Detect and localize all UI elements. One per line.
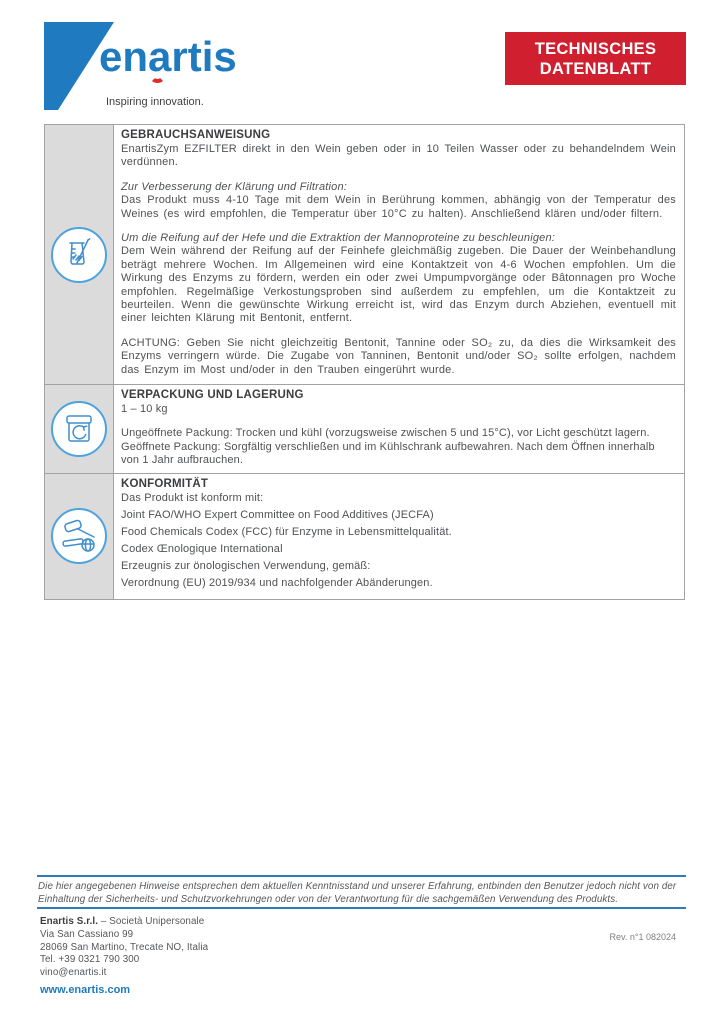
company-name-line <box>40 916 208 929</box>
paragraph: Food Chemicals Codex (FCC) für Enzyme in Lebensmittelqualität. <box>121 525 452 538</box>
paragraph-spacer <box>121 326 676 337</box>
section-title: VERPACKUNG UND LAGERUNG <box>121 389 304 401</box>
footer-divider-top <box>37 875 686 877</box>
email-link[interactable]: vino@enartis.it <box>40 967 107 979</box>
package-icon <box>50 400 108 458</box>
beaker-icon <box>50 226 108 284</box>
company-type: – Società Unipersonale <box>98 916 205 927</box>
paragraph: 1 – 10 kg <box>121 403 168 415</box>
section-text-cell <box>114 474 684 599</box>
company-name: Enartis S.r.l. <box>40 916 99 927</box>
paragraph: Das Produkt muss 4-10 Tage mit dem Wein in Berührung kommen, abhängig von der Temperatur des Weines (es wird empfohlen, die Temperatur über 10°C zu halten). Anschließend klären und/oder filtern. <box>121 194 676 220</box>
section-row <box>45 125 684 384</box>
address-line: 28069 San Martino, Trecate NO, Italia <box>40 941 209 953</box>
paragraph-spacer <box>121 170 676 181</box>
paragraph-spacer <box>121 416 676 427</box>
paragraph: Geöffnete Packung: Sorgfältig verschließen und im Kühlschrank aufbewahren. Nach dem Öffnen innerhalb von 1 Jahr aufbrauchen. <box>121 440 655 467</box>
section-title: GEBRAUCHSANWEISUNG <box>121 129 271 141</box>
company-address-block <box>40 916 208 980</box>
enartis-logo-wordmark: enartis <box>99 33 237 80</box>
website-link[interactable]: www.enartis.com <box>40 984 131 996</box>
address-lines <box>40 929 208 967</box>
paragraph: Erzeugnis zur önologischen Verwendung, gemäß: <box>121 559 371 572</box>
logo-tagline: Inspiring innovation. <box>106 96 204 108</box>
technical-datasheet-banner <box>505 32 686 85</box>
section-title: KONFORMITÄT <box>121 477 209 490</box>
content-table <box>44 124 685 600</box>
paragraph: Codex Œnologique International <box>121 542 283 555</box>
section-row <box>45 473 684 599</box>
address-line: Tel. +39 0321 790 300 <box>40 954 140 966</box>
revision-label: Rev. n°1 082024 <box>609 932 676 942</box>
legal-disclaimer: Die hier angegebenen Hinweise entsprechen dem aktuellen Kenntnisstand und unserer Erfahrung, entbinden den Benutzer jedoch nicht von der Einhaltung der Sicherheits- und Schutzvorkehrungen oder von der Verantwortung für die sachgemäßen Verwendung des Produkts. <box>38 881 677 905</box>
section-row <box>45 384 684 473</box>
logo-red-accent-icon <box>150 70 165 83</box>
paragraph: ACHTUNG: Geben Sie nicht gleichzeitig Bentonit, Tannine oder SO₂ zu, da dies die Wirksamkeit des Enzyms verringern würde. Die Zugabe von Tanninen, Bentonit und/oder SO₂ sollte erfolgen, nachdem das Enzym im Most und/oder in den Trauben eingerührt wurde. <box>121 336 676 376</box>
banner-line1: TECHNISCHES <box>534 40 657 58</box>
paragraph: Dem Wein während der Reifung auf der Feinhefe gleichmäßig zugeben. Die Dauer der Weinbehandlung beträgt mehrere Wochen. Im Allgemeinen wird eine Kontaktzeit von 4-6 Wochen empfohlen. Um die Wirkung des Enzyms zu fördern, werden ein oder zwei Umpumpvorgänge oder Bâtonnagen pro Woche empfohlen. Regelmäßige Verkostungsproben sind außerdem zu empfehlen, um die Kontaktzeit zu beurteilen. Wenn die gewünschte Wirkung erreicht ist, wird das Enzym durch Abziehen, eventuell mit einer leichten Klärung mit Bentonit, entfernt. <box>121 245 676 325</box>
paragraph: EnartisZym EZFILTER direkt in den Wein geben oder in 10 Teilen Wasser oder zu behandelndem Wein verdünnen. <box>121 143 676 169</box>
paragraph: Verordnung (EU) 2019/934 und nachfolgender Abänderungen. <box>121 576 433 589</box>
section-text-cell <box>114 125 684 384</box>
section-text-cell <box>114 385 684 473</box>
paragraph: Um die Reifung auf der Hefe und die Extraktion der Mannoproteine zu beschleunigen: <box>121 232 556 245</box>
section-icon-cell <box>45 385 114 473</box>
paragraph: Joint FAO/WHO Expert Committee on Food Additives (JECFA) <box>121 508 434 521</box>
section-icon-cell <box>45 474 114 599</box>
paragraph-spacer <box>121 221 676 232</box>
paragraph: Ungeöffnete Packung: Trocken und kühl (vorzugsweise zwischen 5 und 15°C), vor Licht geschützt lagern. <box>121 427 650 440</box>
address-line: Via San Cassiano 99 <box>40 928 134 940</box>
section-icon-cell <box>45 125 114 384</box>
paragraph: Das Produkt ist konform mit: <box>121 491 264 504</box>
footer-divider-bottom <box>37 907 686 909</box>
paragraph: Zur Verbesserung der Klärung und Filtration: <box>121 180 348 193</box>
banner-line2: DATENBLATT <box>539 60 652 78</box>
gavel-icon <box>50 507 108 565</box>
